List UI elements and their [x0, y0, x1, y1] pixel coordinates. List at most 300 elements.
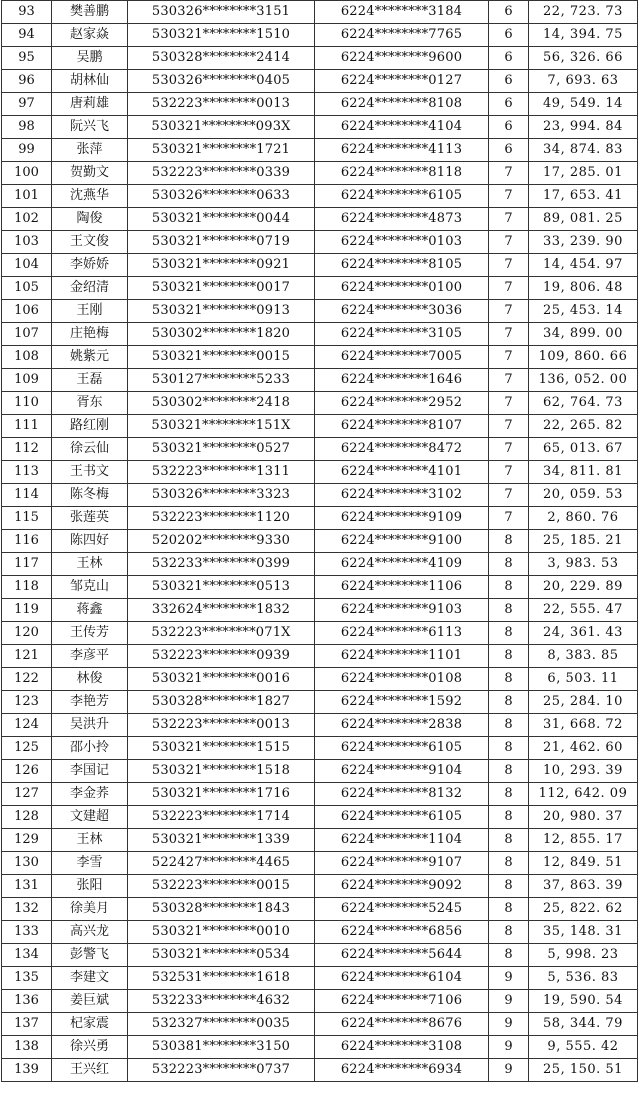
id-number-cell: 532531********1618 [128, 967, 315, 990]
table-row [2, 714, 638, 737]
bank-account-cell: 6224********6104 [315, 967, 489, 990]
id-number-cell: 530321********0015 [128, 346, 315, 369]
group-cell: 6 [489, 139, 529, 162]
bank-account-cell: 6224********2838 [315, 714, 489, 737]
row-number: 126 [2, 760, 52, 783]
table-row [2, 185, 638, 208]
name-cell: 邵小拎 [52, 737, 128, 760]
amount-cell: 17, 653. 41 [529, 185, 638, 208]
row-number: 98 [2, 116, 52, 139]
bank-account-cell: 6224********3105 [315, 323, 489, 346]
group-cell: 8 [489, 622, 529, 645]
bank-account-cell: 6224********1106 [315, 576, 489, 599]
id-number-cell: 532223********0013 [128, 714, 315, 737]
name-cell: 贺勤文 [52, 162, 128, 185]
name-cell: 张萍 [52, 139, 128, 162]
name-cell: 李金荞 [52, 783, 128, 806]
amount-cell: 25, 150. 51 [529, 1059, 638, 1082]
table-row [2, 576, 638, 599]
bank-account-cell: 6224********3102 [315, 484, 489, 507]
table-row [2, 1059, 638, 1082]
amount-cell: 34, 899. 00 [529, 323, 638, 346]
id-number-cell: 530326********0405 [128, 70, 315, 93]
row-number: 137 [2, 1013, 52, 1036]
bank-account-cell: 6224********9109 [315, 507, 489, 530]
name-cell: 王书文 [52, 461, 128, 484]
bank-account-cell: 6224********9107 [315, 852, 489, 875]
id-number-cell: 530321********0527 [128, 438, 315, 461]
amount-cell: 20, 229. 89 [529, 576, 638, 599]
group-cell: 8 [489, 668, 529, 691]
row-number: 139 [2, 1059, 52, 1082]
table-row [2, 898, 638, 921]
table-row [2, 737, 638, 760]
group-cell: 7 [489, 438, 529, 461]
amount-cell: 9, 555. 42 [529, 1036, 638, 1059]
table-row [2, 691, 638, 714]
group-cell: 8 [489, 806, 529, 829]
amount-cell: 62, 764. 73 [529, 392, 638, 415]
name-cell: 杞家震 [52, 1013, 128, 1036]
table-row [2, 93, 638, 116]
name-cell: 姜巨斌 [52, 990, 128, 1013]
bank-account-cell: 6224********8105 [315, 254, 489, 277]
id-number-cell: 530321********0534 [128, 944, 315, 967]
amount-cell: 2, 860. 76 [529, 507, 638, 530]
amount-cell: 3, 983. 53 [529, 553, 638, 576]
bank-account-cell: 6224********1592 [315, 691, 489, 714]
id-number-cell: 530321********1716 [128, 783, 315, 806]
row-number: 100 [2, 162, 52, 185]
name-cell: 胥东 [52, 392, 128, 415]
name-cell: 李娇娇 [52, 254, 128, 277]
row-number: 122 [2, 668, 52, 691]
bank-account-cell: 6224********0108 [315, 668, 489, 691]
table-row [2, 346, 638, 369]
group-cell: 7 [489, 507, 529, 530]
amount-cell: 22, 723. 73 [529, 1, 638, 24]
bank-account-cell: 6224********0100 [315, 277, 489, 300]
name-cell: 樊善鹏 [52, 1, 128, 24]
name-cell: 阮兴飞 [52, 116, 128, 139]
id-number-cell: 530381********3150 [128, 1036, 315, 1059]
bank-account-cell: 6224********3184 [315, 1, 489, 24]
id-number-cell: 530321********0016 [128, 668, 315, 691]
group-cell: 7 [489, 231, 529, 254]
amount-cell: 24, 361. 43 [529, 622, 638, 645]
name-cell: 陈四好 [52, 530, 128, 553]
id-number-cell: 532327********0035 [128, 1013, 315, 1036]
amount-cell: 56, 326. 66 [529, 47, 638, 70]
bank-account-cell: 6224********6856 [315, 921, 489, 944]
name-cell: 邹克山 [52, 576, 128, 599]
row-number: 121 [2, 645, 52, 668]
name-cell: 王兴红 [52, 1059, 128, 1082]
name-cell: 彭警飞 [52, 944, 128, 967]
amount-cell: 109, 860. 66 [529, 346, 638, 369]
group-cell: 8 [489, 645, 529, 668]
row-number: 106 [2, 300, 52, 323]
table-row [2, 116, 638, 139]
row-number: 113 [2, 461, 52, 484]
row-number: 135 [2, 967, 52, 990]
id-number-cell: 532233********4632 [128, 990, 315, 1013]
id-number-cell: 530321********1518 [128, 760, 315, 783]
id-number-cell: 530328********2414 [128, 47, 315, 70]
table-row [2, 231, 638, 254]
row-number: 134 [2, 944, 52, 967]
id-number-cell: 532223********0339 [128, 162, 315, 185]
bank-account-cell: 6224********3108 [315, 1036, 489, 1059]
table-row [2, 599, 638, 622]
table-row [2, 438, 638, 461]
table-row [2, 1013, 638, 1036]
row-number: 119 [2, 599, 52, 622]
id-number-cell: 530321********151X [128, 415, 315, 438]
amount-cell: 14, 454. 97 [529, 254, 638, 277]
id-number-cell: 520202********9330 [128, 530, 315, 553]
table-row [2, 369, 638, 392]
amount-cell: 20, 980. 37 [529, 806, 638, 829]
row-number: 93 [2, 1, 52, 24]
group-cell: 7 [489, 300, 529, 323]
row-number: 124 [2, 714, 52, 737]
amount-cell: 14, 394. 75 [529, 24, 638, 47]
amount-cell: 25, 453. 14 [529, 300, 638, 323]
row-number: 96 [2, 70, 52, 93]
group-cell: 8 [489, 760, 529, 783]
table-row [2, 461, 638, 484]
group-cell: 7 [489, 277, 529, 300]
bank-account-cell: 6224********8132 [315, 783, 489, 806]
id-number-cell: 532223********1311 [128, 461, 315, 484]
table-body [2, 1, 638, 1082]
table-row [2, 668, 638, 691]
table-row [2, 1, 638, 24]
group-cell: 6 [489, 47, 529, 70]
group-cell: 8 [489, 737, 529, 760]
name-cell: 张阳 [52, 875, 128, 898]
group-cell: 8 [489, 691, 529, 714]
group-cell: 8 [489, 553, 529, 576]
name-cell: 林俊 [52, 668, 128, 691]
group-cell: 9 [489, 990, 529, 1013]
row-number: 104 [2, 254, 52, 277]
id-number-cell: 530321********1510 [128, 24, 315, 47]
group-cell: 8 [489, 714, 529, 737]
id-number-cell: 530328********1827 [128, 691, 315, 714]
id-number-cell: 530321********0913 [128, 300, 315, 323]
group-cell: 7 [489, 208, 529, 231]
group-cell: 9 [489, 1013, 529, 1036]
amount-cell: 33, 239. 90 [529, 231, 638, 254]
id-number-cell: 532223********0013 [128, 93, 315, 116]
name-cell: 王传芳 [52, 622, 128, 645]
row-number: 95 [2, 47, 52, 70]
name-cell: 徐兴勇 [52, 1036, 128, 1059]
name-cell: 张莲英 [52, 507, 128, 530]
name-cell: 唐莉雄 [52, 93, 128, 116]
group-cell: 9 [489, 1036, 529, 1059]
row-number: 108 [2, 346, 52, 369]
table-row [2, 553, 638, 576]
id-number-cell: 530321********0921 [128, 254, 315, 277]
row-number: 132 [2, 898, 52, 921]
table-row [2, 852, 638, 875]
bank-account-cell: 6224********0127 [315, 70, 489, 93]
group-cell: 6 [489, 1, 529, 24]
amount-cell: 17, 285. 01 [529, 162, 638, 185]
bank-account-cell: 6224********9092 [315, 875, 489, 898]
amount-cell: 31, 668. 72 [529, 714, 638, 737]
amount-cell: 21, 462. 60 [529, 737, 638, 760]
name-cell: 徐云仙 [52, 438, 128, 461]
group-cell: 7 [489, 323, 529, 346]
name-cell: 李艳芳 [52, 691, 128, 714]
amount-cell: 89, 081. 25 [529, 208, 638, 231]
id-number-cell: 530321********1339 [128, 829, 315, 852]
bank-account-cell: 6224********7106 [315, 990, 489, 1013]
table-row [2, 806, 638, 829]
row-number: 136 [2, 990, 52, 1013]
row-number: 127 [2, 783, 52, 806]
bank-account-cell: 6224********6113 [315, 622, 489, 645]
bank-account-cell: 6224********4109 [315, 553, 489, 576]
amount-cell: 5, 998. 23 [529, 944, 638, 967]
row-number: 129 [2, 829, 52, 852]
name-cell: 陶俊 [52, 208, 128, 231]
row-number: 105 [2, 277, 52, 300]
bank-account-cell: 6224********3036 [315, 300, 489, 323]
amount-cell: 112, 642. 09 [529, 783, 638, 806]
amount-cell: 19, 590. 54 [529, 990, 638, 1013]
row-number: 111 [2, 415, 52, 438]
bank-account-cell: 6224********0103 [315, 231, 489, 254]
row-number: 118 [2, 576, 52, 599]
table-row [2, 392, 638, 415]
name-cell: 庄艳梅 [52, 323, 128, 346]
bank-account-cell: 6224********4104 [315, 116, 489, 139]
id-number-cell: 532223********1714 [128, 806, 315, 829]
id-number-cell: 530326********0633 [128, 185, 315, 208]
id-number-cell: 530321********093X [128, 116, 315, 139]
table-row [2, 70, 638, 93]
table-row [2, 645, 638, 668]
row-number: 123 [2, 691, 52, 714]
name-cell: 陈冬梅 [52, 484, 128, 507]
table-row [2, 139, 638, 162]
row-number: 120 [2, 622, 52, 645]
table-row [2, 829, 638, 852]
name-cell: 王磊 [52, 369, 128, 392]
name-cell: 胡林仙 [52, 70, 128, 93]
bank-account-cell: 6224********1104 [315, 829, 489, 852]
group-cell: 7 [489, 254, 529, 277]
group-cell: 6 [489, 93, 529, 116]
table-row [2, 530, 638, 553]
payment-table [1, 0, 638, 1082]
bank-account-cell: 6224********9103 [315, 599, 489, 622]
bank-account-cell: 6224********6934 [315, 1059, 489, 1082]
name-cell: 李国记 [52, 760, 128, 783]
row-number: 133 [2, 921, 52, 944]
bank-account-cell: 6224********6105 [315, 737, 489, 760]
name-cell: 蒋鑫 [52, 599, 128, 622]
row-number: 97 [2, 93, 52, 116]
row-number: 138 [2, 1036, 52, 1059]
group-cell: 7 [489, 392, 529, 415]
amount-cell: 37, 863. 39 [529, 875, 638, 898]
row-number: 103 [2, 231, 52, 254]
table-row [2, 47, 638, 70]
name-cell: 文建超 [52, 806, 128, 829]
id-number-cell: 332624********1832 [128, 599, 315, 622]
bank-account-cell: 6224********8472 [315, 438, 489, 461]
group-cell: 8 [489, 599, 529, 622]
table-row [2, 1036, 638, 1059]
table-row [2, 277, 638, 300]
bank-account-cell: 6224********5644 [315, 944, 489, 967]
table-row [2, 921, 638, 944]
name-cell: 徐美月 [52, 898, 128, 921]
group-cell: 7 [489, 369, 529, 392]
amount-cell: 12, 849. 51 [529, 852, 638, 875]
table-row [2, 944, 638, 967]
name-cell: 王林 [52, 553, 128, 576]
amount-cell: 6, 503. 11 [529, 668, 638, 691]
id-number-cell: 530326********3151 [128, 1, 315, 24]
group-cell: 8 [489, 530, 529, 553]
name-cell: 王文俊 [52, 231, 128, 254]
table-row [2, 507, 638, 530]
id-number-cell: 530302********2418 [128, 392, 315, 415]
row-number: 109 [2, 369, 52, 392]
group-cell: 7 [489, 162, 529, 185]
amount-cell: 23, 994. 84 [529, 116, 638, 139]
name-cell: 王林 [52, 829, 128, 852]
group-cell: 8 [489, 852, 529, 875]
amount-cell: 25, 284. 10 [529, 691, 638, 714]
amount-cell: 49, 549. 14 [529, 93, 638, 116]
group-cell: 8 [489, 875, 529, 898]
row-number: 125 [2, 737, 52, 760]
row-number: 131 [2, 875, 52, 898]
amount-cell: 5, 536. 83 [529, 967, 638, 990]
row-number: 102 [2, 208, 52, 231]
amount-cell: 20, 059. 53 [529, 484, 638, 507]
row-number: 130 [2, 852, 52, 875]
row-number: 117 [2, 553, 52, 576]
group-cell: 8 [489, 921, 529, 944]
table-row [2, 24, 638, 47]
name-cell: 吴鹏 [52, 47, 128, 70]
name-cell: 高兴龙 [52, 921, 128, 944]
name-cell: 李建文 [52, 967, 128, 990]
id-number-cell: 530321********0513 [128, 576, 315, 599]
table-row [2, 990, 638, 1013]
group-cell: 8 [489, 829, 529, 852]
bank-account-cell: 6224********8676 [315, 1013, 489, 1036]
name-cell: 吴洪升 [52, 714, 128, 737]
id-number-cell: 532233********0399 [128, 553, 315, 576]
table-row [2, 300, 638, 323]
bank-account-cell: 6224********8108 [315, 93, 489, 116]
bank-account-cell: 6224********5245 [315, 898, 489, 921]
group-cell: 8 [489, 576, 529, 599]
name-cell: 赵家焱 [52, 24, 128, 47]
group-cell: 7 [489, 415, 529, 438]
amount-cell: 7, 693. 63 [529, 70, 638, 93]
row-number: 110 [2, 392, 52, 415]
name-cell: 李雪 [52, 852, 128, 875]
table-row [2, 622, 638, 645]
bank-account-cell: 6224********9100 [315, 530, 489, 553]
bank-account-cell: 6224********9600 [315, 47, 489, 70]
row-number: 116 [2, 530, 52, 553]
row-number: 114 [2, 484, 52, 507]
group-cell: 7 [489, 346, 529, 369]
id-number-cell: 530127********5233 [128, 369, 315, 392]
bank-account-cell: 6224********8118 [315, 162, 489, 185]
table-row [2, 875, 638, 898]
id-number-cell: 530321********0010 [128, 921, 315, 944]
bank-account-cell: 6224********1101 [315, 645, 489, 668]
table-row [2, 967, 638, 990]
group-cell: 8 [489, 944, 529, 967]
row-number: 112 [2, 438, 52, 461]
amount-cell: 12, 855. 17 [529, 829, 638, 852]
name-cell: 沈燕华 [52, 185, 128, 208]
table-row [2, 162, 638, 185]
table-row [2, 254, 638, 277]
id-number-cell: 522427********4465 [128, 852, 315, 875]
name-cell: 王刚 [52, 300, 128, 323]
group-cell: 8 [489, 898, 529, 921]
bank-account-cell: 6224********7005 [315, 346, 489, 369]
name-cell: 金绍清 [52, 277, 128, 300]
id-number-cell: 530302********1820 [128, 323, 315, 346]
amount-cell: 136, 052. 00 [529, 369, 638, 392]
name-cell: 路红刚 [52, 415, 128, 438]
table-row [2, 323, 638, 346]
group-cell: 9 [489, 1059, 529, 1082]
table-row [2, 484, 638, 507]
table-row [2, 415, 638, 438]
amount-cell: 22, 265. 82 [529, 415, 638, 438]
id-number-cell: 530321********0719 [128, 231, 315, 254]
table-row [2, 760, 638, 783]
group-cell: 9 [489, 967, 529, 990]
id-number-cell: 530321********1515 [128, 737, 315, 760]
group-cell: 6 [489, 24, 529, 47]
name-cell: 李彦平 [52, 645, 128, 668]
group-cell: 7 [489, 185, 529, 208]
row-number: 94 [2, 24, 52, 47]
id-number-cell: 530328********1843 [128, 898, 315, 921]
table-row [2, 208, 638, 231]
table-row [2, 783, 638, 806]
row-number: 115 [2, 507, 52, 530]
bank-account-cell: 6224********7765 [315, 24, 489, 47]
bank-account-cell: 6224********2952 [315, 392, 489, 415]
amount-cell: 58, 344. 79 [529, 1013, 638, 1036]
bank-account-cell: 6224********6105 [315, 806, 489, 829]
amount-cell: 8, 383. 85 [529, 645, 638, 668]
bank-account-cell: 6224********1646 [315, 369, 489, 392]
name-cell: 姚紫元 [52, 346, 128, 369]
id-number-cell: 532223********0737 [128, 1059, 315, 1082]
id-number-cell: 530321********0017 [128, 277, 315, 300]
